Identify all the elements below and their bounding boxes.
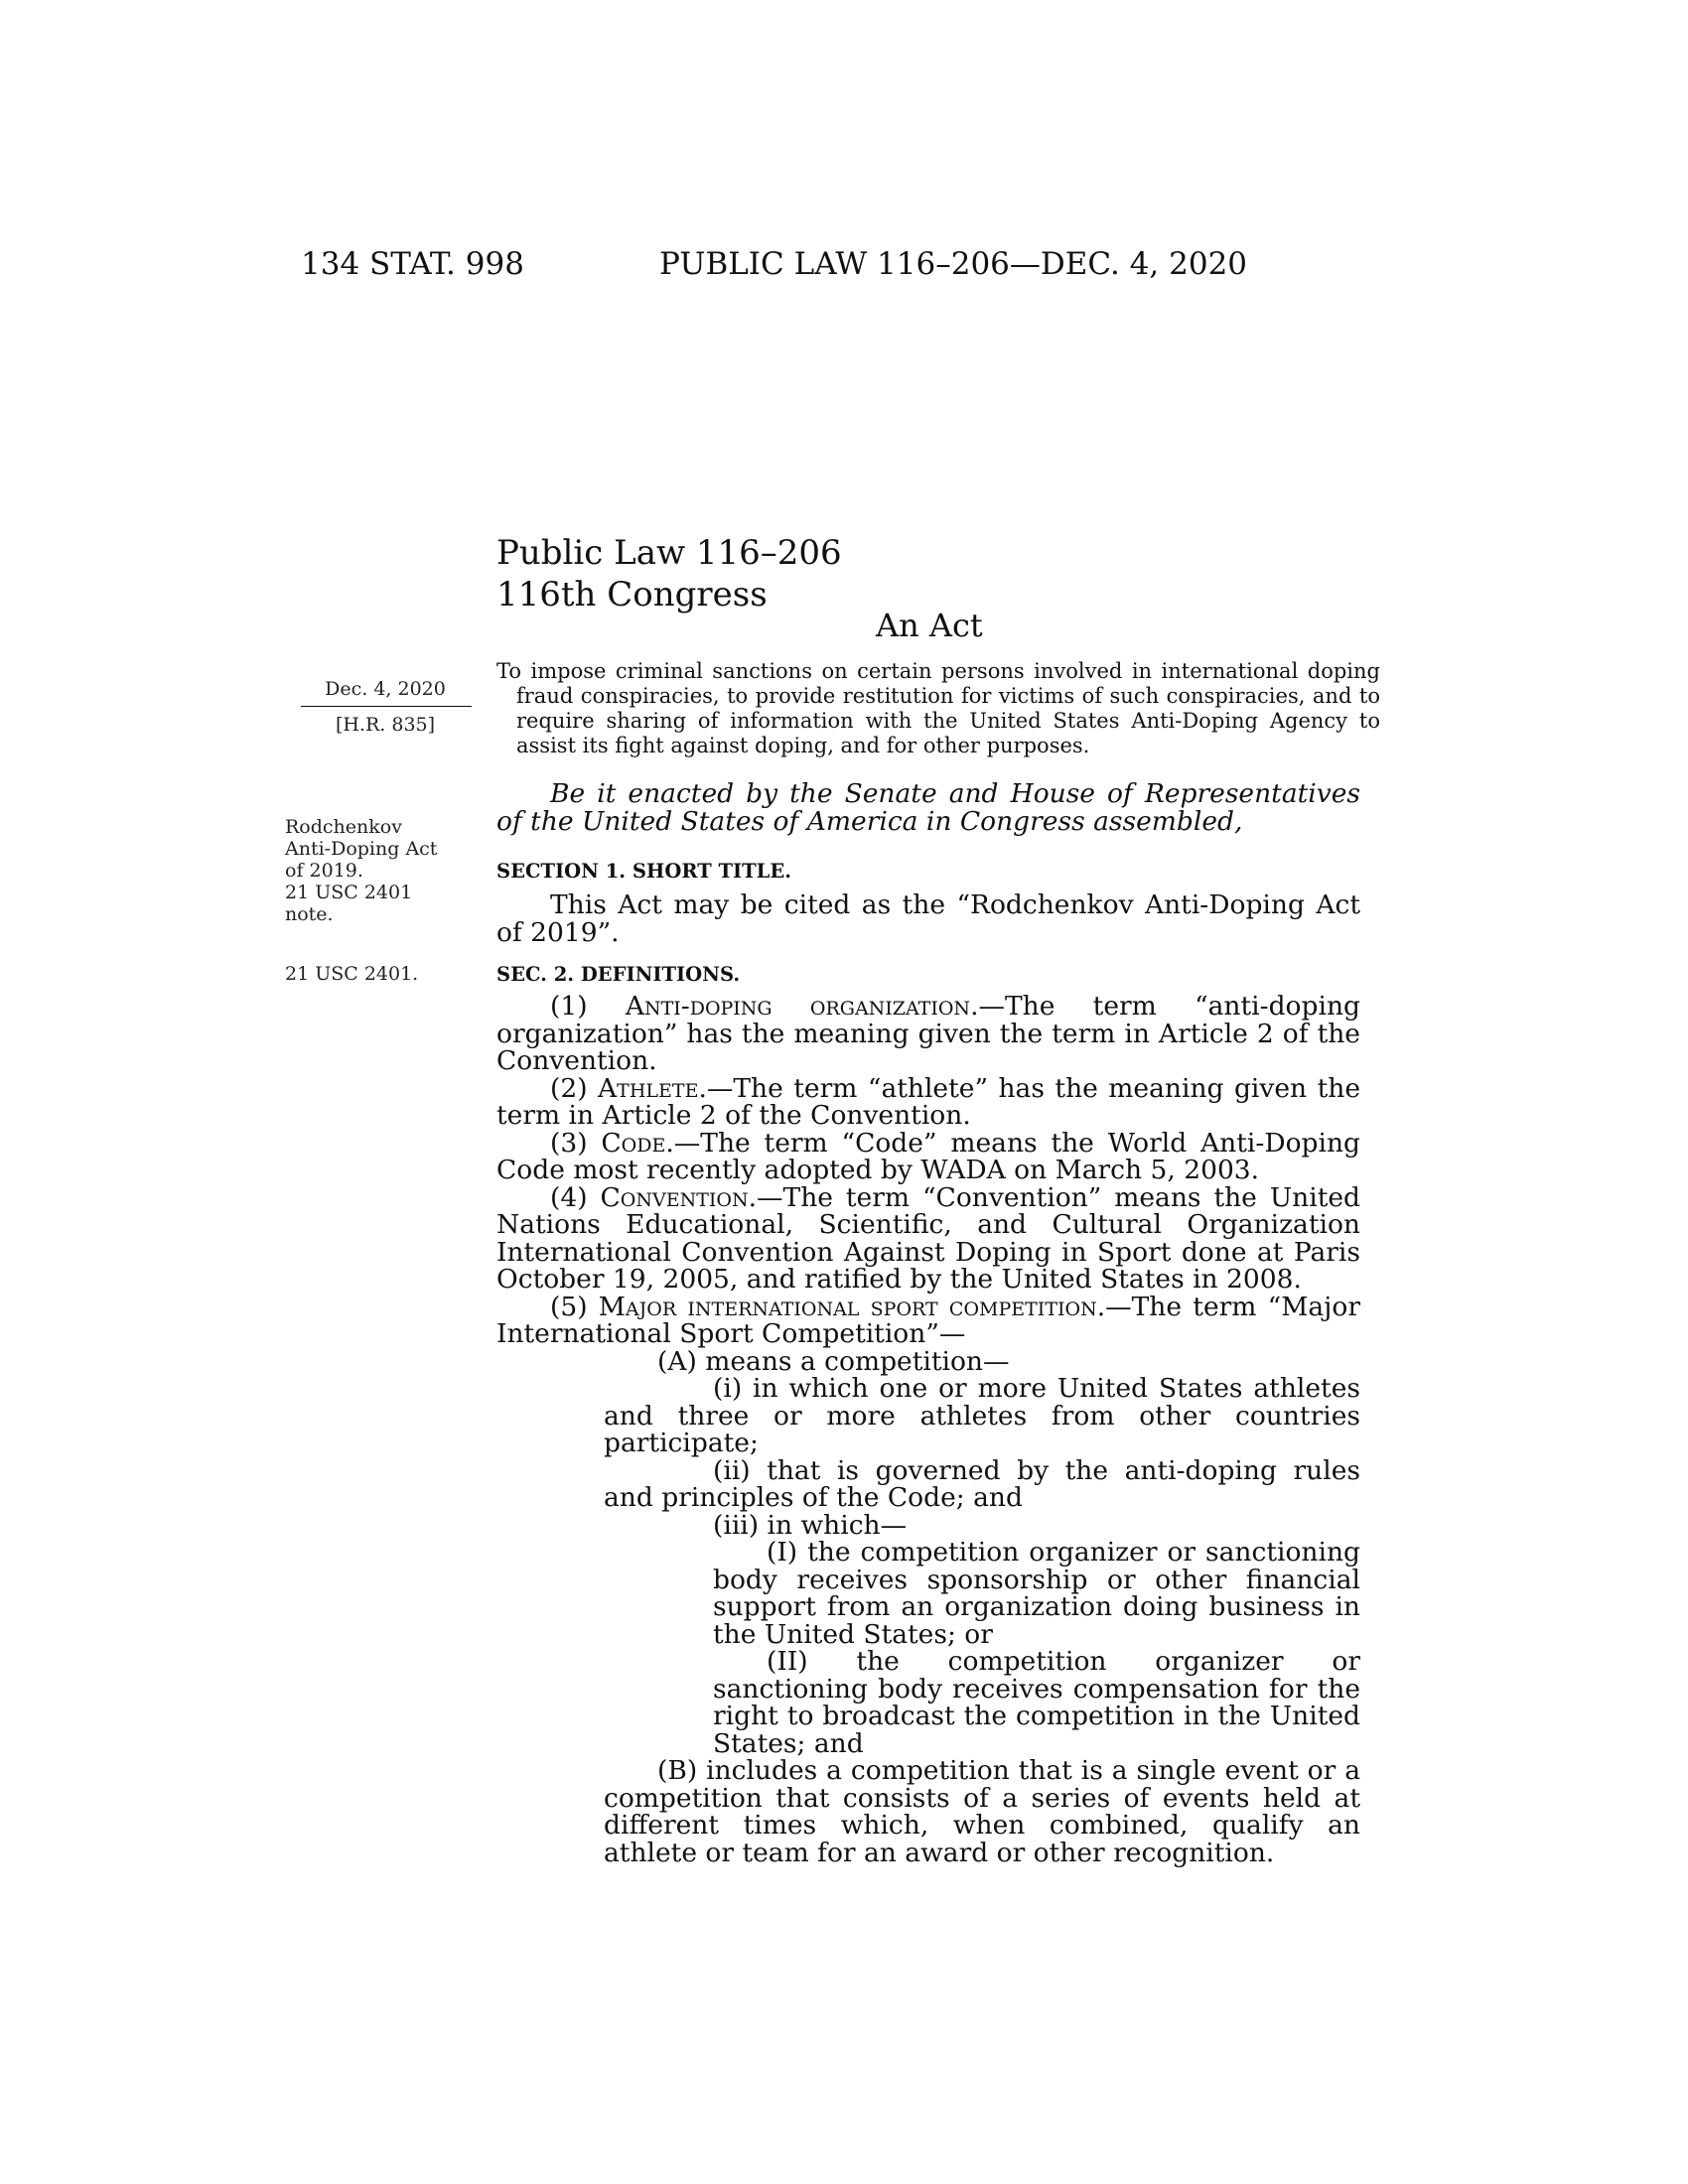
clause-i: (i) in which one or more United States athletes and three or more athletes from other countries participate; bbox=[604, 1373, 1360, 1458]
purpose-statement: To impose criminal sanctions on certain persons involved in international doping fraud conspiracies, to provide restitution for victims of such conspiracies, and to require sharing of information with the United States Anti-Doping Agency to assist its fight against doping, and for other purposes. bbox=[496, 659, 1380, 757]
defined-term: Athlete bbox=[598, 1072, 699, 1104]
clause-iii: (iii) in which— bbox=[713, 1509, 908, 1541]
paragraph-number: (1) bbox=[550, 991, 626, 1022]
subclause-I: (I) the competition organizer or sanctioning body receives sponsorship or other financial support from an organization doing business in the United States; or bbox=[713, 1537, 1360, 1650]
act-heading: An Act bbox=[876, 607, 983, 644]
margin-bill-number: [H.R. 835] bbox=[335, 714, 436, 736]
defined-term: Code bbox=[601, 1127, 666, 1159]
definition-convention bbox=[496, 1181, 1361, 1295]
margin-note-line: 21 USC 2401 bbox=[285, 882, 413, 903]
running-head: PUBLIC LAW 116–206—DEC. 4, 2020 bbox=[659, 246, 1248, 282]
stat-page-number: 134 STAT. 998 bbox=[301, 246, 524, 282]
definition-text: .—The term “anti-doping organization” has the meaning given the term in Article 2 of the Convention. bbox=[496, 991, 1360, 1076]
public-law-number: Public Law 116–206 bbox=[496, 533, 842, 573]
margin-note-line: note. bbox=[285, 903, 334, 925]
section-1-text: This Act may be cited as the “Rodchenkov Anti-Doping Act of 2019”. bbox=[496, 889, 1360, 948]
definition-code bbox=[496, 1127, 1360, 1185]
section-2-heading: SEC. 2. DEFINITIONS. bbox=[496, 963, 741, 986]
clause-ii: (ii) that is governed by the anti-doping rules and principles of the Code; and bbox=[604, 1454, 1360, 1513]
definition-athlete bbox=[496, 1072, 1360, 1131]
paragraph-number: (2) bbox=[550, 1072, 599, 1104]
paragraph-number: (5) bbox=[550, 1291, 599, 1322]
paragraph-number: (3) bbox=[550, 1127, 602, 1159]
margin-rule bbox=[301, 706, 472, 707]
congress-number: 116th Congress bbox=[496, 575, 768, 614]
subclause-II: (II) the competition organizer or sanctioning body receives compensation for the right to broadcast the competition in the United States; and bbox=[713, 1646, 1360, 1759]
section-1-heading: SECTION 1. SHORT TITLE. bbox=[496, 860, 792, 883]
section-1 bbox=[496, 860, 1360, 946]
subparagraph-b: (B) includes a competition that is a single event or a competition that consists of a series of events held at different times which, when combined, qualify an athlete or team for an award or other recognition. bbox=[604, 1755, 1360, 1868]
definition-text: .—The term “Convention” means the United Nations Educational, Scientific, and Cultural Organization International Convention Against Doping in Sport done at Paris October 19, 2005, and ratified by the United States in 2008. bbox=[496, 1181, 1361, 1295]
definition-text: .—The term “athlete” has the meaning given the term in Article 2 of the Convention. bbox=[496, 1072, 1360, 1131]
margin-note-line: Rodchenkov bbox=[285, 816, 402, 838]
law-title-block bbox=[496, 532, 842, 615]
definition-major-international-sport-competition bbox=[496, 1291, 1360, 1349]
margin-sec2-note: 21 USC 2401. bbox=[285, 963, 419, 985]
defined-term: Anti-doping organization bbox=[625, 991, 971, 1022]
subparagraph-a: (A) means a competition— bbox=[657, 1345, 1010, 1377]
margin-short-title-note bbox=[285, 816, 484, 925]
margin-note-line: of 2019. bbox=[285, 860, 363, 882]
enacting-clause: Be it enacted by the Senate and House of Representatives of the United States of America in Congress assembled, bbox=[496, 778, 1360, 837]
margin-date: Dec. 4, 2020 bbox=[325, 678, 446, 700]
margin-note-line: Anti-Doping Act bbox=[285, 838, 438, 860]
definition-text: .—The term “Major International Sport Competition”— bbox=[496, 1291, 1360, 1349]
definition-anti-doping-organization bbox=[496, 993, 1360, 1075]
definition-text: .—The term “Code” means the World Anti-Doping Code most recently adopted by WADA on March 5, 2003. bbox=[496, 1127, 1360, 1185]
defined-term: Major international sport competition bbox=[598, 1291, 1097, 1322]
paragraph-number: (4) bbox=[550, 1181, 601, 1213]
defined-term: Convention bbox=[600, 1181, 749, 1213]
section-2 bbox=[496, 963, 1360, 1866]
